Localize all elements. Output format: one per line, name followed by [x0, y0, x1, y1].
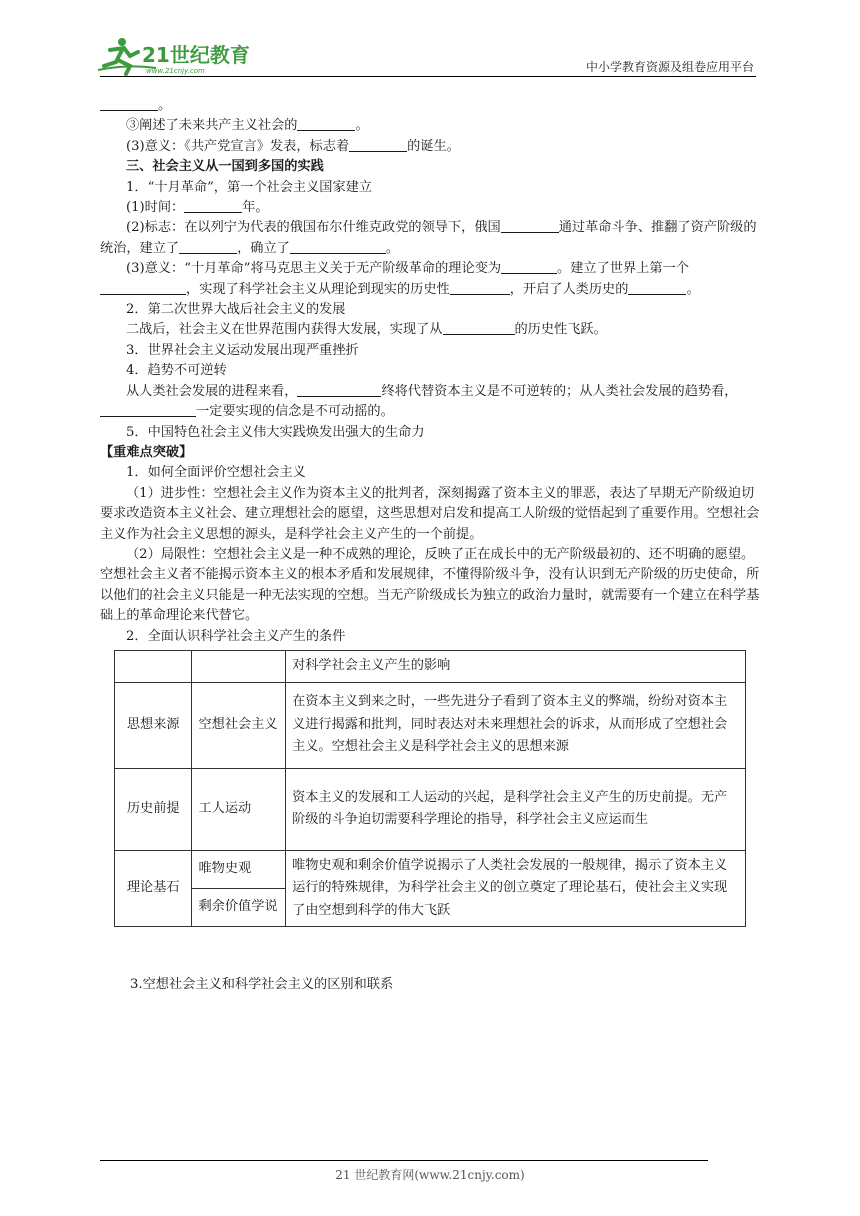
table-row — [115, 651, 746, 683]
blank — [100, 402, 196, 417]
blank — [297, 382, 381, 397]
item-heading: 1．“十月革命”，第一个社会主义国家建立 — [126, 179, 373, 195]
line-time: (1)时间： 年。 — [126, 200, 269, 216]
item-heading: 3．世界社会主义运动发展出现严重挫折 — [126, 342, 359, 358]
table-cell: 在资本主义到来之时，一些先进分子看到了资本主义的弊端，纷纷对资本主义进行揭露和批判，同时表达对未来理想社会的诉求，从而形成了空想社会主义。空想社会主义是科学社会主义的思想来源 — [286, 682, 746, 768]
table-cell: 工人运动 — [192, 768, 286, 850]
logo-text: 21世纪教育 — [142, 43, 250, 67]
page-header — [0, 0, 860, 80]
site-logo — [96, 36, 256, 76]
platform-title: 中小学教育资源及组卷应用平台 — [585, 60, 754, 74]
table-cell: 理论基石 — [115, 850, 192, 927]
blank — [100, 280, 186, 295]
table-cell: 唯物史观 — [192, 850, 286, 888]
line-significance: (3)意义：“十月革命”将马克思主义关于无产阶级革命的理论变为 。建立了世界上第一个，实现了科学社会主义从理论到现实的历史性 ，开启了人类历史的 。 — [100, 259, 762, 300]
blank — [443, 320, 515, 335]
blank — [628, 280, 686, 295]
conditions-table — [114, 650, 746, 927]
item-heading: 2．全面认识科学社会主义产生的条件 — [126, 628, 346, 644]
document-body — [100, 96, 762, 647]
subsection-heading: 3.空想社会主义和科学社会主义的区别和联系 — [130, 977, 394, 992]
table-cell: 空想社会主义 — [192, 682, 286, 768]
key-points-heading: 【重难点突破】 — [100, 444, 193, 460]
blank — [100, 96, 158, 111]
blank — [349, 137, 407, 152]
item-heading: 2．第二次世界大战后社会主义的发展 — [126, 302, 346, 318]
header-divider — [100, 76, 756, 77]
blank — [179, 239, 237, 254]
table-cell: 思想来源 — [115, 682, 192, 768]
paragraph-progress: （1）进步性：空想社会主义作为资本主义的批判者，深刻揭露了资本主义的罪恶，表达了早期无产阶级迫切要求改造资本主义社会、建立理想社会的愿望，这些思想对启发和提高工人阶级的觉悟起到了重要作用。空想社会主义作为社会主义思想的源头，是科学社会主义产生的一个前提。 — [100, 485, 760, 542]
line-manifesto: (3)意义：《共产党宣言》发表，标志着 的诞生。 — [126, 138, 460, 154]
footer-divider — [100, 1160, 708, 1161]
table-cell: 剩余价值学说 — [192, 888, 286, 926]
blank — [501, 259, 557, 274]
line-trend: 从人类社会发展的进程来看， 终将代替资本主义是不可逆转的；从人类社会发展的趋势看，一定要实现的信念是不可动摇的。 — [100, 382, 762, 423]
paragraph-limitation: （2）局限性：空想社会主义是一种不成熟的理论，反映了正在成长中的无产阶级最初的、还不明确的愿望。空想社会主义者不能揭示资本主义的根本矛盾和发展规律，不懂得阶级斗争，没有认识到无产阶级的历史使命，所以他们的社会主义只能是一种无法实现的空想。当无产阶级成长为独立的政治力量时，就需要有一个建立在科学基础上的革命理论来代替它。 — [100, 546, 760, 624]
line-blank-end: 。 — [100, 96, 762, 116]
table-cell: 历史前提 — [115, 768, 192, 850]
blank — [450, 280, 510, 295]
table-header: 对科学社会主义产生的影响 — [286, 651, 746, 683]
item-heading: 5．中国特色社会主义伟大实践焕发出强大的生命力 — [126, 424, 425, 440]
section-heading: 三、社会主义从一国到多国的实践 — [126, 159, 324, 175]
line-sign: (2)标志：在以列宁为代表的俄国布尔什维克政党的领导下，俄国 通过革命斗争、推翻了资产阶级的统治，建立了 ，确立了 。 — [100, 220, 757, 256]
item-heading: 4．趋势不可逆转 — [126, 363, 227, 379]
logo-url: www.21cnjy.com — [146, 67, 205, 75]
blank — [501, 218, 559, 233]
blank — [297, 116, 355, 131]
table-cell: 唯物史观和剩余价值学说揭示了人类社会发展的一般规律，揭示了资本主义运行的特殊规律，为科学社会主义的创立奠定了理论基石，使社会主义实现了由空想到科学的伟大飞跃 — [286, 850, 746, 927]
table-cell: 资本主义的发展和工人运动的兴起，是科学社会主义产生的历史前提。无产阶级的斗争迫切需要科学理论的指导，科学社会主义应运而生 — [286, 768, 746, 850]
table-row — [115, 850, 746, 888]
table-row — [115, 682, 746, 768]
table-row — [115, 768, 746, 850]
item-heading: 1．如何全面评价空想社会主义 — [126, 465, 306, 481]
blank — [290, 239, 386, 254]
line-communism: ③阐述了未来共产主义社会的 。 — [126, 118, 369, 134]
line-postwar: 二战后，社会主义在世界范围内获得大发展，实现了从 的历史性飞跃。 — [126, 322, 607, 338]
footer-text: 21 世纪教育网(www.21cnjy.com) — [335, 1168, 525, 1182]
blank — [184, 198, 242, 213]
